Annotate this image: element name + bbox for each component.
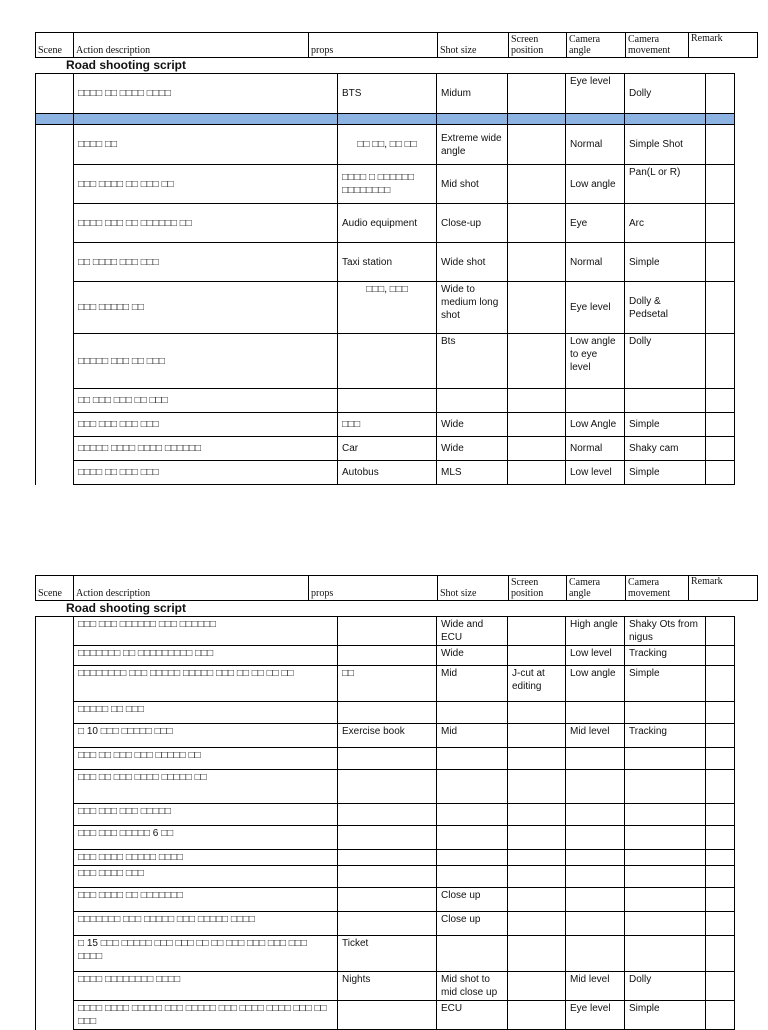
table-row xyxy=(36,936,735,972)
cell-movement: Dolly xyxy=(625,334,706,389)
cell-remark xyxy=(706,666,735,702)
header-camera-movement: Camera movement xyxy=(626,576,689,601)
cell-remark xyxy=(706,770,735,804)
cell-movement: Tracking xyxy=(625,724,706,748)
cell-remark xyxy=(706,461,735,485)
table-row xyxy=(36,243,735,282)
cell-movement: Dolly xyxy=(625,972,706,1001)
header-shot-size: Shot size xyxy=(438,33,509,58)
cell-action: □□□ □□□□ □□ □□□ □□ xyxy=(74,165,338,204)
cell-screen xyxy=(508,866,566,888)
cell-shot xyxy=(437,770,508,804)
cell-action: □ 10 □□□ □□□□□ □□□ xyxy=(74,724,338,748)
cell-remark xyxy=(706,74,735,114)
cell-shot xyxy=(437,866,508,888)
table-row xyxy=(36,114,735,125)
cell-angle xyxy=(566,804,625,826)
cell-remark xyxy=(706,1001,735,1030)
header-remark: Remark xyxy=(689,576,758,601)
cell-scene xyxy=(36,617,74,646)
cell-action: □□□ □□□ □□□□□□ □□□ □□□□□□ xyxy=(74,617,338,646)
cell-screen xyxy=(508,748,566,770)
cell-angle xyxy=(566,866,625,888)
table-row xyxy=(36,646,735,666)
cell-props xyxy=(338,850,437,866)
cell-shot: Bts xyxy=(437,334,508,389)
cell-screen xyxy=(508,770,566,804)
table-row xyxy=(36,888,735,912)
cell-props: □□□, □□□ xyxy=(338,282,437,334)
cell-shot: Wide xyxy=(437,646,508,666)
header-action: Action description xyxy=(74,33,309,58)
cell-remark xyxy=(706,282,735,334)
cell-remark xyxy=(706,114,735,125)
cell-screen xyxy=(508,888,566,912)
cell-screen xyxy=(508,125,566,165)
table-row xyxy=(36,972,735,1001)
table-row xyxy=(36,748,735,770)
cell-movement xyxy=(625,888,706,912)
table-row xyxy=(36,389,735,413)
cell-props xyxy=(338,389,437,413)
table-row xyxy=(36,125,735,165)
header-table-1 xyxy=(35,32,758,58)
cell-movement xyxy=(625,389,706,413)
header-camera-angle: Camera angle xyxy=(567,33,626,58)
cell-scene xyxy=(36,666,74,702)
header-remark: Remark xyxy=(689,33,758,58)
table-row xyxy=(36,617,735,646)
table-row xyxy=(36,702,735,724)
cell-shot: MLS xyxy=(437,461,508,485)
cell-action: □□□ □□□ □□□ □□□□□ xyxy=(74,804,338,826)
cell-screen xyxy=(508,389,566,413)
cell-remark xyxy=(706,936,735,972)
cell-props: □□□□ □ □□□□□□ □□□□□□□□ xyxy=(338,165,437,204)
cell-screen xyxy=(508,826,566,850)
cell-angle xyxy=(566,389,625,413)
cell-action: □□□ □□□□ □□□ xyxy=(74,866,338,888)
cell-movement xyxy=(625,748,706,770)
cell-angle xyxy=(566,936,625,972)
cell-scene xyxy=(36,125,74,165)
cell-movement: Dolly xyxy=(625,74,706,114)
cell-movement: Arc xyxy=(625,204,706,243)
cell-scene xyxy=(36,389,74,413)
cell-shot: Wide and ECU xyxy=(437,617,508,646)
cell-props: □□ xyxy=(338,666,437,702)
cell-shot xyxy=(437,826,508,850)
cell-movement: Simple Shot xyxy=(625,125,706,165)
cell-screen xyxy=(508,702,566,724)
cell-scene xyxy=(36,826,74,850)
table-row xyxy=(36,850,735,866)
cell-angle: Low level xyxy=(566,646,625,666)
cell-scene xyxy=(36,1001,74,1030)
cell-action: □□□□ □□ xyxy=(74,125,338,165)
cell-shot: Midum xyxy=(437,74,508,114)
cell-remark xyxy=(706,125,735,165)
table-row xyxy=(36,724,735,748)
cell-screen: J-cut at editing xyxy=(508,666,566,702)
cell-props xyxy=(338,866,437,888)
cell-props: Car xyxy=(338,437,437,461)
cell-movement: Shaky Ots from nigus xyxy=(625,617,706,646)
cell-scene xyxy=(36,936,74,972)
table-row xyxy=(36,912,735,936)
cell-remark xyxy=(706,204,735,243)
cell-remark xyxy=(706,972,735,1001)
cell-scene xyxy=(36,646,74,666)
table-row xyxy=(36,437,735,461)
cell-angle xyxy=(566,888,625,912)
cell-scene xyxy=(36,334,74,389)
cell-props: Nights xyxy=(338,972,437,1001)
table-row xyxy=(36,334,735,389)
cell-scene xyxy=(36,243,74,282)
cell-shot xyxy=(437,702,508,724)
cell-action: □□□□□ □□ □□□ xyxy=(74,702,338,724)
cell-action: □□□□ □□□□ □□□□□ □□□ □□□□□ □□□ □□□□ □□□□ □□□ □□ □□□ xyxy=(74,1001,338,1030)
cell-scene xyxy=(36,413,74,437)
cell-angle xyxy=(566,912,625,936)
cell-action: □□□ □□ □□□ □□□ □□□□□ □□ xyxy=(74,748,338,770)
cell-screen xyxy=(508,114,566,125)
cell-screen xyxy=(508,74,566,114)
cell-remark xyxy=(706,389,735,413)
cell-angle: High angle xyxy=(566,617,625,646)
table-row xyxy=(36,866,735,888)
cell-movement: Simple xyxy=(625,243,706,282)
cell-shot: Wide xyxy=(437,437,508,461)
table-row xyxy=(36,666,735,702)
cell-angle xyxy=(566,114,625,125)
cell-remark xyxy=(706,702,735,724)
cell-scene xyxy=(36,461,74,485)
cell-movement: Dolly & Pedsetal xyxy=(625,282,706,334)
cell-movement: Simple xyxy=(625,666,706,702)
cell-shot: Extreme wide angle xyxy=(437,125,508,165)
cell-scene xyxy=(36,888,74,912)
cell-movement xyxy=(625,936,706,972)
cell-movement: Tracking xyxy=(625,646,706,666)
cell-shot: Close up xyxy=(437,912,508,936)
cell-angle: Normal xyxy=(566,125,625,165)
cell-action: □□□ □□□□ □□□□□ □□□□ xyxy=(74,850,338,866)
cell-props xyxy=(338,114,437,125)
cell-shot: Mid xyxy=(437,724,508,748)
cell-screen xyxy=(508,1001,566,1030)
cell-angle: Low level xyxy=(566,461,625,485)
cell-props xyxy=(338,804,437,826)
cell-props xyxy=(338,1001,437,1030)
header-props: props xyxy=(309,576,438,601)
cell-action: □□□□□ □□□ □□ □□□ xyxy=(74,334,338,389)
cell-angle: Mid level xyxy=(566,724,625,748)
cell-action: □□□ □□ □□□ □□□□ □□□□□ □□ xyxy=(74,770,338,804)
table-row xyxy=(36,413,735,437)
cell-action xyxy=(74,114,338,125)
cell-screen xyxy=(508,282,566,334)
cell-screen xyxy=(508,413,566,437)
cell-remark xyxy=(706,724,735,748)
header-action: Action description xyxy=(74,576,309,601)
cell-action: □□□□ □□□ □□ □□□□□□ □□ xyxy=(74,204,338,243)
cell-angle: Low Angle xyxy=(566,413,625,437)
cell-remark xyxy=(706,617,735,646)
cell-scene xyxy=(36,912,74,936)
cell-angle xyxy=(566,826,625,850)
cell-remark xyxy=(706,646,735,666)
cell-angle: Eye xyxy=(566,204,625,243)
cell-remark xyxy=(706,866,735,888)
cell-scene xyxy=(36,165,74,204)
cell-angle: Eye level xyxy=(566,74,625,114)
cell-screen xyxy=(508,850,566,866)
cell-props xyxy=(338,770,437,804)
cell-screen xyxy=(508,617,566,646)
script-table-1 xyxy=(35,73,735,485)
cell-props: □□ □□, □□ □□ xyxy=(338,125,437,165)
header-scene: Scene xyxy=(36,576,74,601)
header-props: props xyxy=(309,33,438,58)
cell-props: Taxi station xyxy=(338,243,437,282)
cell-screen xyxy=(508,724,566,748)
cell-scene xyxy=(36,770,74,804)
cell-remark xyxy=(706,243,735,282)
cell-props xyxy=(338,334,437,389)
cell-movement xyxy=(625,770,706,804)
cell-angle xyxy=(566,748,625,770)
cell-shot: Mid xyxy=(437,666,508,702)
cell-angle: Low angle to eye level xyxy=(566,334,625,389)
cell-remark xyxy=(706,413,735,437)
cell-angle: Low angle xyxy=(566,165,625,204)
cell-shot xyxy=(437,748,508,770)
cell-props: □□□ xyxy=(338,413,437,437)
cell-shot: Mid shot to mid close up xyxy=(437,972,508,1001)
cell-shot: Close up xyxy=(437,888,508,912)
cell-action: □□□ □□□□□ □□ xyxy=(74,282,338,334)
cell-props xyxy=(338,617,437,646)
cell-props xyxy=(338,912,437,936)
cell-scene xyxy=(36,702,74,724)
cell-shot xyxy=(437,850,508,866)
cell-angle xyxy=(566,850,625,866)
script-table-2 xyxy=(35,616,735,1030)
cell-props xyxy=(338,826,437,850)
cell-remark xyxy=(706,850,735,866)
cell-action: □□□□□□□□ □□□ □□□□□ □□□□□ □□□ □□ □□ □□ □□ xyxy=(74,666,338,702)
cell-remark xyxy=(706,165,735,204)
cell-movement: Simple xyxy=(625,461,706,485)
cell-screen xyxy=(508,804,566,826)
script-title-1: Road shooting script xyxy=(66,58,186,72)
header-table-2 xyxy=(35,575,758,601)
cell-shot xyxy=(437,114,508,125)
cell-scene xyxy=(36,866,74,888)
cell-movement xyxy=(625,850,706,866)
header-screen-position: Screen position xyxy=(509,576,567,601)
cell-angle: Eye level xyxy=(566,1001,625,1030)
cell-shot: Wide to medium long shot xyxy=(437,282,508,334)
cell-angle: Eye level xyxy=(566,282,625,334)
cell-screen xyxy=(508,334,566,389)
cell-movement: Pan(L or R) xyxy=(625,165,706,204)
cell-remark xyxy=(706,334,735,389)
cell-shot: Mid shot xyxy=(437,165,508,204)
table-row xyxy=(36,770,735,804)
cell-shot: ECU xyxy=(437,1001,508,1030)
cell-shot xyxy=(437,936,508,972)
cell-props: Autobus xyxy=(338,461,437,485)
cell-action: □□□ □□□□ □□ □□□□□□□ xyxy=(74,888,338,912)
header-scene: Scene xyxy=(36,33,74,58)
cell-props: Ticket xyxy=(338,936,437,972)
cell-scene xyxy=(36,804,74,826)
table-row xyxy=(36,1001,735,1030)
cell-action: □□□□ □□ □□□□ □□□□ xyxy=(74,74,338,114)
script-title-2: Road shooting script xyxy=(66,601,186,615)
cell-screen xyxy=(508,461,566,485)
cell-props xyxy=(338,748,437,770)
cell-shot xyxy=(437,804,508,826)
cell-scene xyxy=(36,850,74,866)
cell-scene xyxy=(36,74,74,114)
cell-props xyxy=(338,702,437,724)
cell-scene xyxy=(36,972,74,1001)
cell-angle: Low angle xyxy=(566,666,625,702)
cell-action: □□□ □□□ □□□□□ 6 □□ xyxy=(74,826,338,850)
cell-props: Exercise book xyxy=(338,724,437,748)
cell-movement xyxy=(625,114,706,125)
cell-action: □□□□□ □□□□ □□□□ □□□□□□ xyxy=(74,437,338,461)
cell-screen xyxy=(508,912,566,936)
cell-screen xyxy=(508,243,566,282)
cell-angle xyxy=(566,770,625,804)
cell-remark xyxy=(706,804,735,826)
cell-scene xyxy=(36,437,74,461)
cell-angle: Mid level xyxy=(566,972,625,1001)
cell-action: □□□□ □□ □□□ □□□ xyxy=(74,461,338,485)
cell-action: □□□□□□□ □□□ □□□□□ □□□ □□□□□ □□□□ xyxy=(74,912,338,936)
cell-movement xyxy=(625,702,706,724)
cell-shot: Wide xyxy=(437,413,508,437)
header-shot-size: Shot size xyxy=(438,576,509,601)
header-screen-position: Screen position xyxy=(509,33,567,58)
table-row xyxy=(36,204,735,243)
cell-screen xyxy=(508,165,566,204)
cell-action: □ 15 □□□ □□□□□ □□□ □□□ □□ □□ □□□ □□□ □□□ □□□ □□□□ xyxy=(74,936,338,972)
cell-shot xyxy=(437,389,508,413)
cell-action: □□□□□□□ □□ □□□□□□□□□ □□□ xyxy=(74,646,338,666)
cell-angle: Normal xyxy=(566,243,625,282)
cell-action: □□ □□□ □□□ □□ □□□ xyxy=(74,389,338,413)
cell-angle: Normal xyxy=(566,437,625,461)
cell-angle xyxy=(566,702,625,724)
cell-movement: Simple xyxy=(625,1001,706,1030)
cell-remark xyxy=(706,437,735,461)
cell-shot: Close-up xyxy=(437,204,508,243)
cell-scene xyxy=(36,114,74,125)
cell-remark xyxy=(706,888,735,912)
cell-screen xyxy=(508,646,566,666)
cell-screen xyxy=(508,936,566,972)
cell-remark xyxy=(706,748,735,770)
table-row xyxy=(36,165,735,204)
cell-screen xyxy=(508,204,566,243)
cell-action: □□ □□□□ □□□ □□□ xyxy=(74,243,338,282)
cell-movement xyxy=(625,912,706,936)
cell-movement: Shaky cam xyxy=(625,437,706,461)
cell-shot: Wide shot xyxy=(437,243,508,282)
table-row xyxy=(36,826,735,850)
cell-props: Audio equipment xyxy=(338,204,437,243)
cell-screen xyxy=(508,437,566,461)
cell-movement xyxy=(625,866,706,888)
cell-scene xyxy=(36,282,74,334)
cell-props: BTS xyxy=(338,74,437,114)
table-row xyxy=(36,461,735,485)
cell-movement xyxy=(625,804,706,826)
cell-movement: Simple xyxy=(625,413,706,437)
cell-action: □□□□ □□□□□□□□ □□□□ xyxy=(74,972,338,1001)
header-camera-movement: Camera movement xyxy=(626,33,689,58)
cell-action: □□□ □□□ □□□ □□□ xyxy=(74,413,338,437)
cell-movement xyxy=(625,826,706,850)
cell-scene xyxy=(36,724,74,748)
table-row xyxy=(36,804,735,826)
cell-screen xyxy=(508,972,566,1001)
cell-scene xyxy=(36,748,74,770)
cell-props xyxy=(338,888,437,912)
cell-scene xyxy=(36,204,74,243)
cell-remark xyxy=(706,912,735,936)
cell-props xyxy=(338,646,437,666)
cell-remark xyxy=(706,826,735,850)
table-row xyxy=(36,74,735,114)
table-row xyxy=(36,282,735,334)
header-camera-angle: Camera angle xyxy=(567,576,626,601)
